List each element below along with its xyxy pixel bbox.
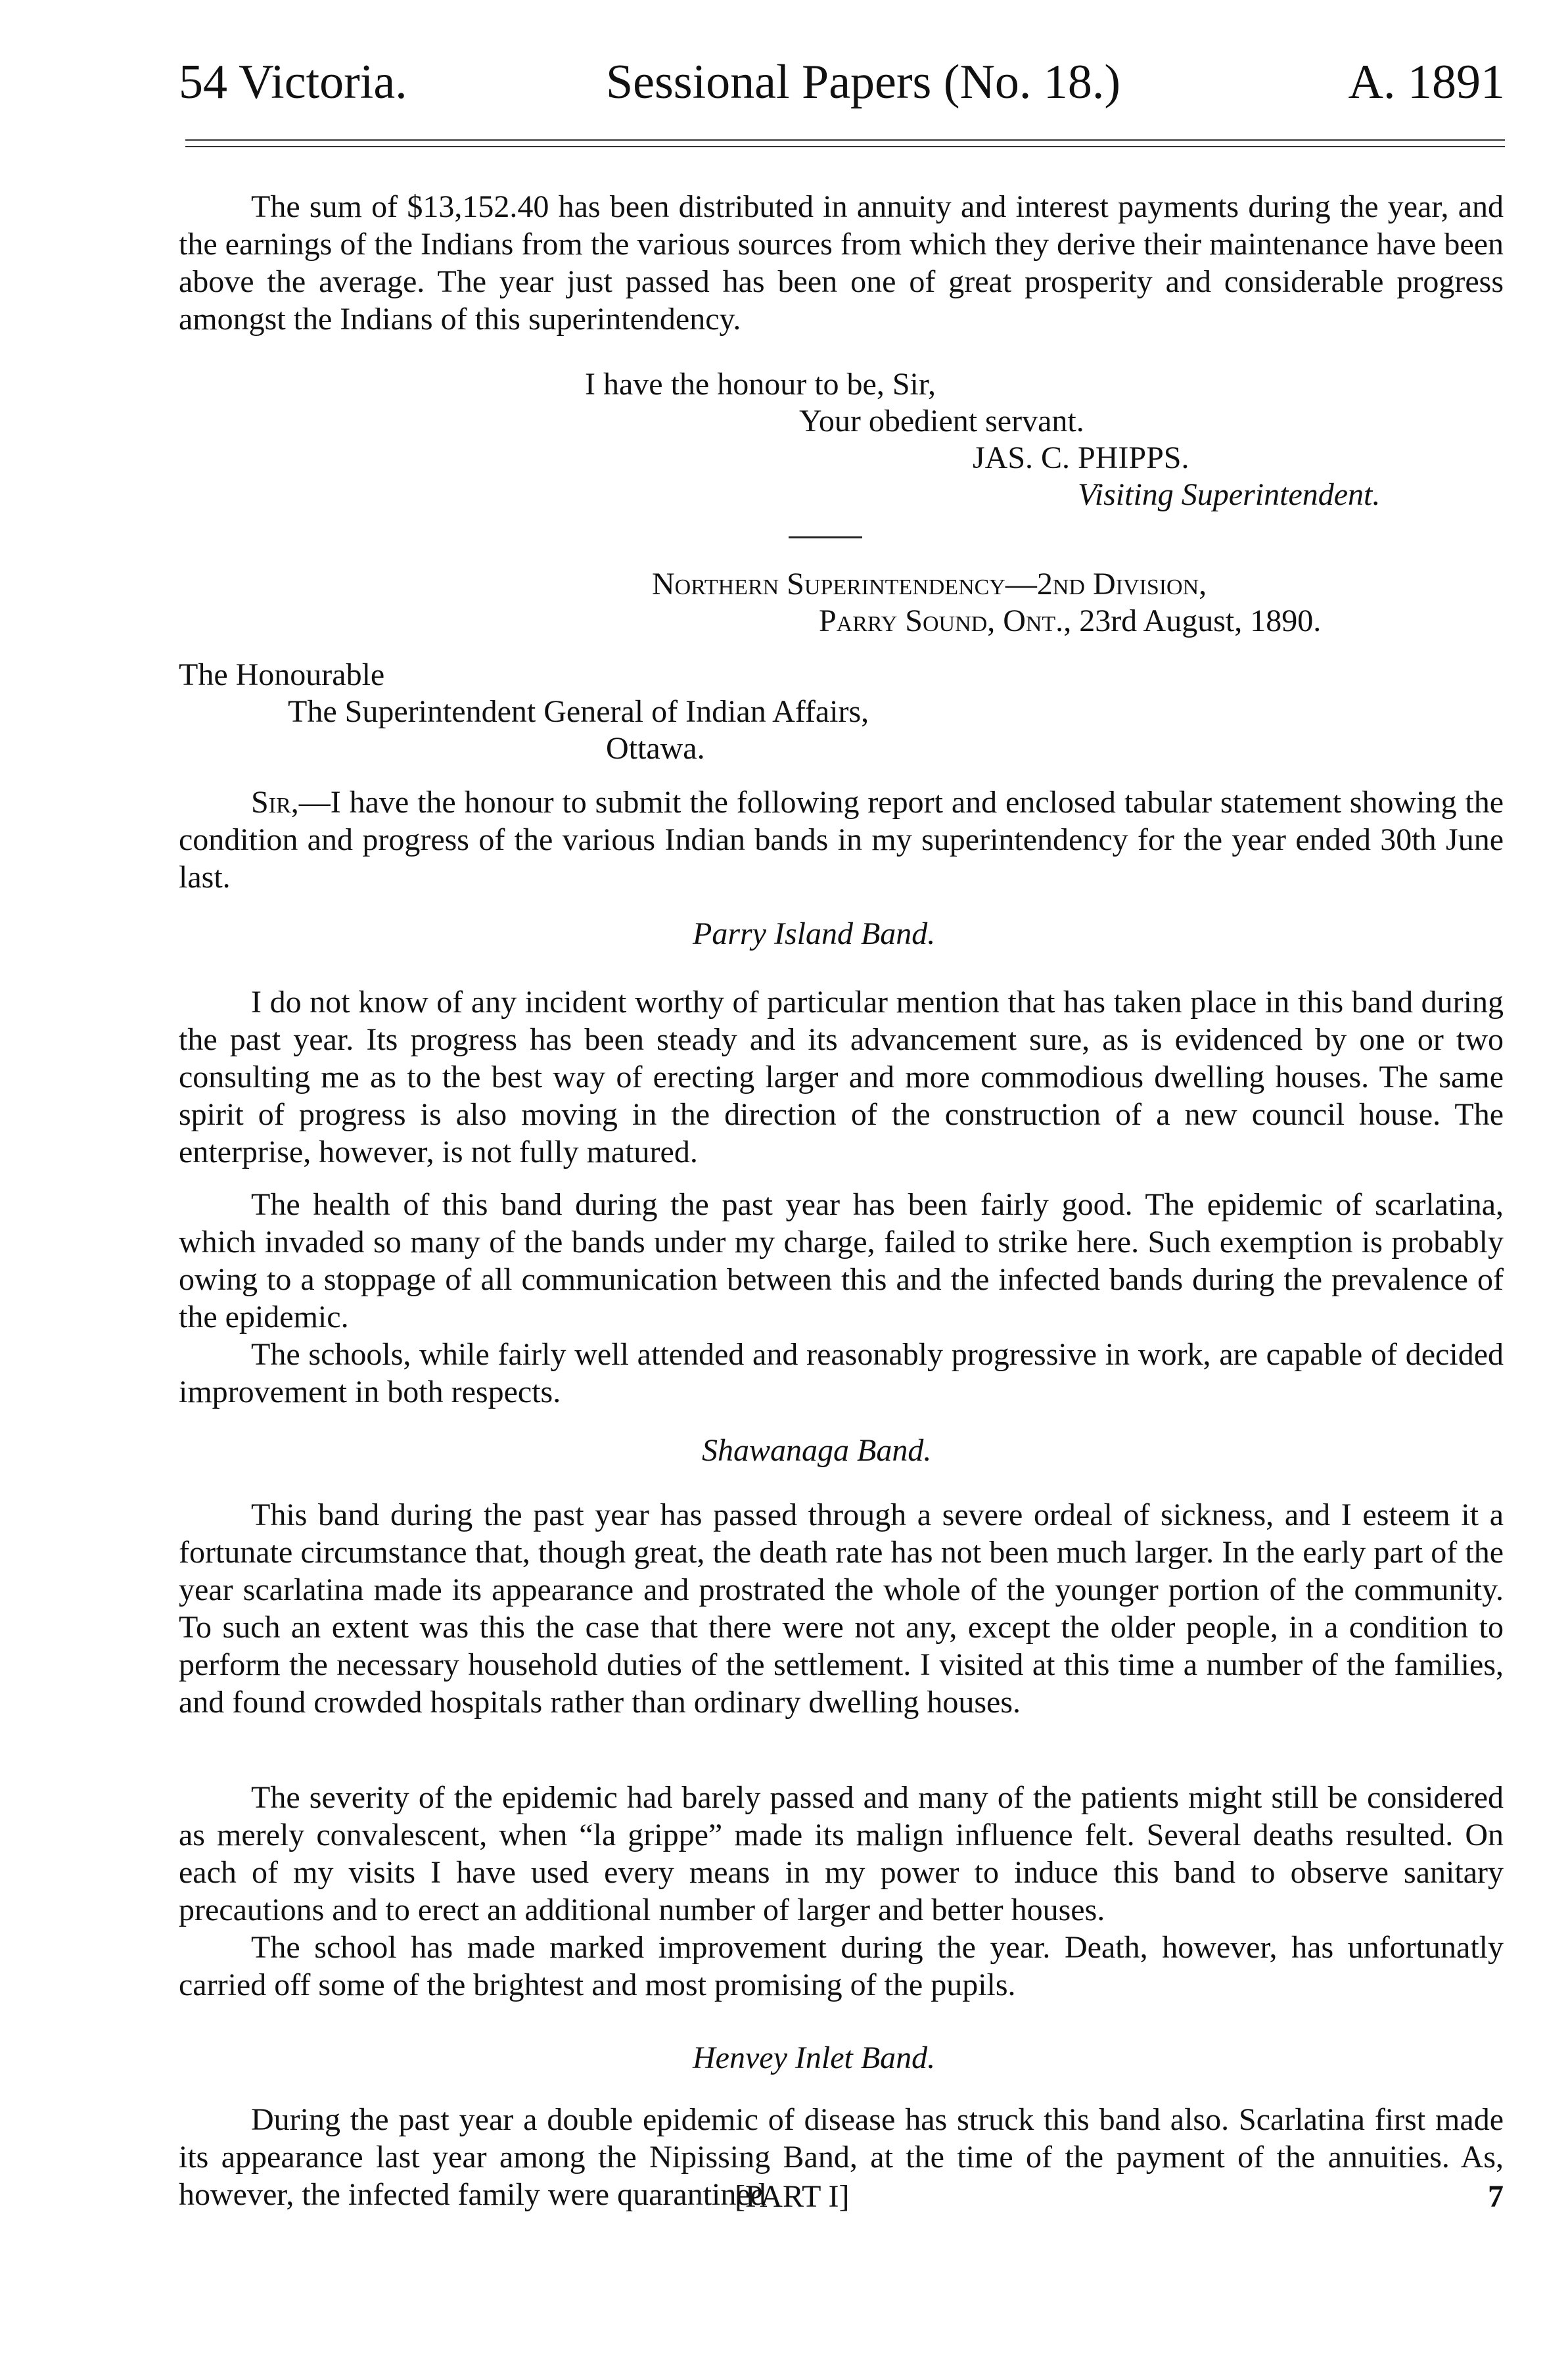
header-right: A. 1891 xyxy=(1348,55,1505,109)
body-paragraph: I do not know of any incident worthy of particular mention that has taken place in this band during the past year. Its progress has been steady and its advancement sure, as is evidenced by one or two consulting me as to the best way of erecting larger and more commodious dwelling houses. The same spirit of progress is also moving in the direction of the construction of a new council house. The enterprise, however, is not fully matured. xyxy=(179,985,1504,1169)
closing-paragraph: The sum of $13,152.40 has been distributed in annuity and interest payments during the year, and the earnings of the Indians from the various sources from which they derive their maintenance have been above the average. The year just passed has been one of great prosperity and considerable progress amongst the Indians of this superintendency. xyxy=(179,189,1504,337)
footer-part: [PART I] xyxy=(735,2179,850,2214)
addressee-line-1: The Honourable xyxy=(179,657,385,692)
signature-title: Visiting Superintendent. xyxy=(1078,477,1381,512)
section-divider xyxy=(789,536,862,538)
page-number: 7 xyxy=(1488,2179,1504,2214)
closing-phrase: I have the honour to be, Sir, xyxy=(585,367,936,402)
body-paragraph: The health of this band during the past year has been fairly good. The epidemic of scarlatina, which invaded so many of the bands under my charge, failed to strike here. Such exemption is probably owing to a stoppage of all communication between this and the infected bands during the prevalence of the epidemic. xyxy=(179,1187,1504,1334)
obedient-servant: Your obedient servant. xyxy=(799,404,1084,438)
section-heading: Shawanaga Band. xyxy=(702,1433,932,1468)
dateline-place-date xyxy=(819,602,1321,640)
signature-name: JAS. C. PHIPPS. xyxy=(973,440,1189,475)
salutation: Sir, xyxy=(251,785,299,820)
running-header xyxy=(179,46,1505,118)
body-paragraph: The school has made marked improvement during the year. Death, however, has unfortunatly carried off some of the brightest and most promising of the pupils. xyxy=(179,1930,1504,2002)
header-center: Sessional Papers (No. 18.) xyxy=(606,55,1121,109)
header-left: 54 Victoria. xyxy=(179,55,407,109)
section-heading: Parry Island Band. xyxy=(693,916,936,951)
dateline-place: Parry Sound, Ont. xyxy=(819,603,1064,638)
dateline-date: , 23rd August, 1890. xyxy=(1063,603,1322,638)
body-paragraph: The schools, while fairly well attended and reasonably progressive in work, are capable of decided improvement in both respects. xyxy=(179,1337,1504,1409)
dateline-division: Northern Superintendency—2nd Division, xyxy=(652,567,1207,601)
body-paragraph: During the past year a double epidemic of disease has struck this band also. Scarlatina first made its appearance last year among the Nipissing Band, at the time of the payment of the annuities. As, however, the infected family were quarantined xyxy=(179,2102,1504,2212)
salutation-paragraph xyxy=(179,784,1504,896)
addressee-line-3: Ottawa. xyxy=(606,731,705,766)
header-rule xyxy=(185,139,1505,147)
section-heading: Henvey Inlet Band. xyxy=(693,2040,936,2075)
body-paragraph: This band during the past year has passed through a severe ordeal of sickness, and I esteem it a fortunate circumstance that, though great, the death rate has not been much larger. In the early part of the year scarlatina made its appearance and prostrated the whole of the younger portion of the community. To such an extent was this the case that there were not any, except the older people, in a condition to perform the necessary household duties of the settlement. I visited at this time a number of the families, and found crowded hospitals rather than ordinary dwelling houses. xyxy=(179,1497,1504,1720)
intro-text: —I have the honour to submit the following report and enclosed tabular statement showing the condition and progress of the various Indian bands in my superintendency for the year ended 30th June last. xyxy=(179,785,1504,895)
addressee-line-2: The Superintendent General of Indian Affairs, xyxy=(288,694,869,729)
body-paragraph: The severity of the epidemic had barely passed and many of the patients might still be considered as merely convalescent, when “la grippe” made its malign influence felt. Several deaths resulted. On each of my visits I have used every means in my power to induce this band to observe sanitary precautions and to erect an additional number of larger and better houses. xyxy=(179,1780,1504,1927)
